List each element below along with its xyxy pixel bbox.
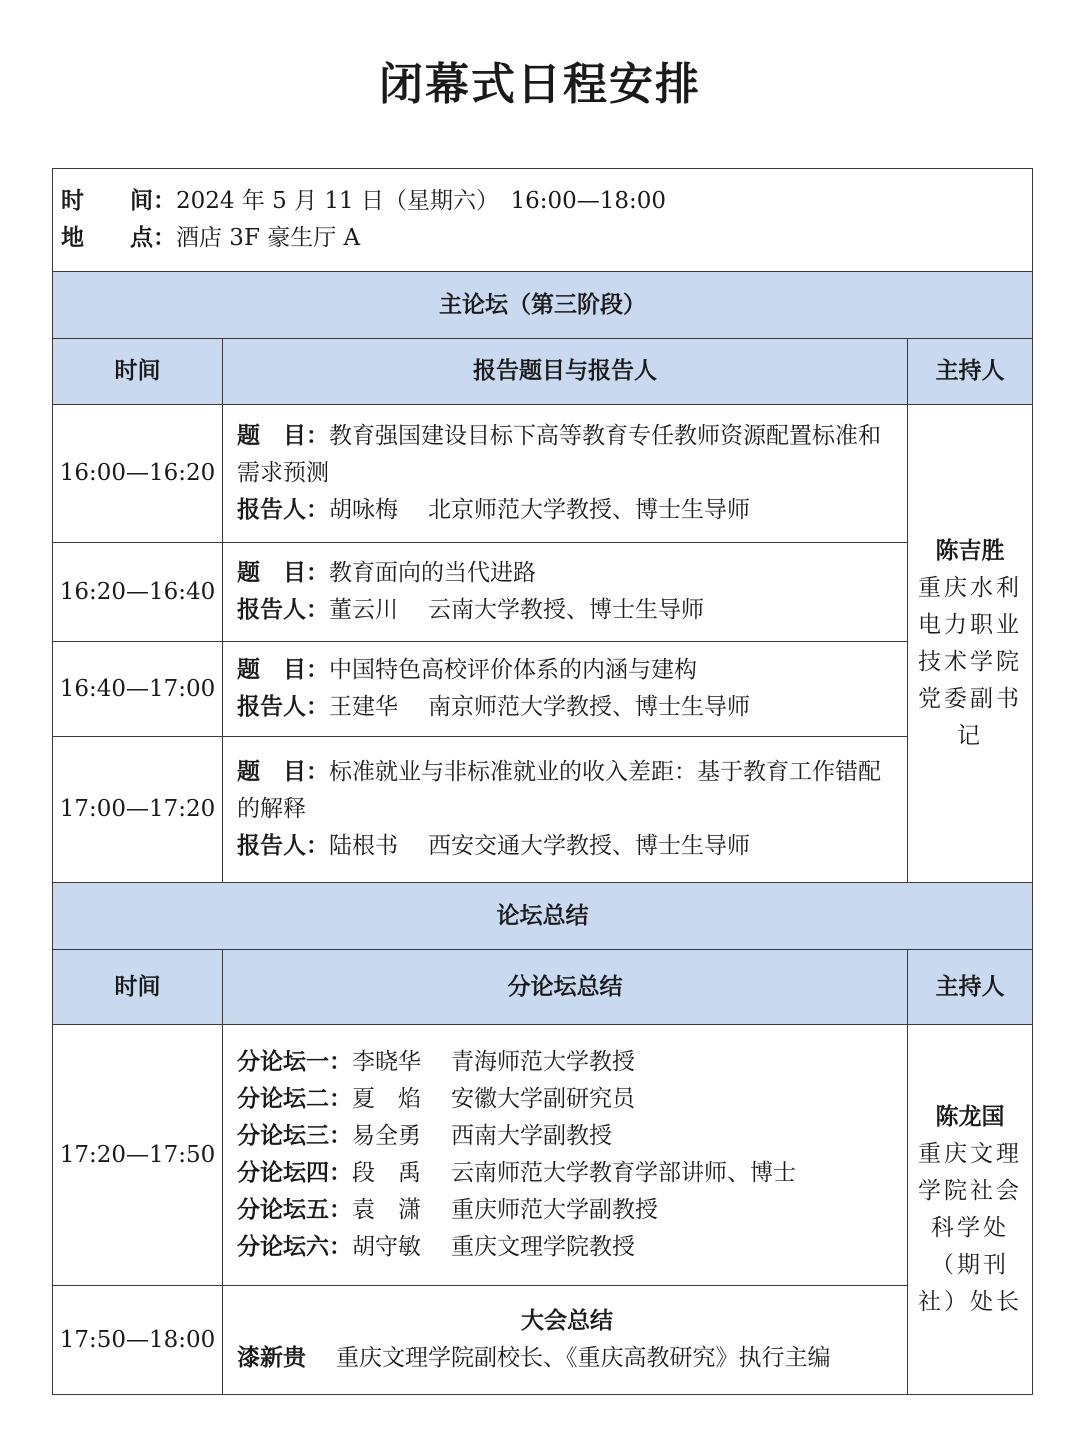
- topic-text: 教育强国建设目标下高等教育专任教师资源配置标准和需求预测: [237, 423, 881, 486]
- list-item: [237, 1155, 897, 1192]
- host-name: 陈吉胜: [935, 537, 1005, 564]
- section1-host: [908, 405, 1033, 883]
- speaker-label: 报告人：: [237, 833, 329, 859]
- section2-band: 论坛总结: [53, 883, 1033, 950]
- table-row: [53, 543, 1033, 642]
- subforum-label: 分论坛一：: [237, 1049, 352, 1075]
- topic-label: 题 目：: [237, 560, 329, 586]
- section2-header-content: 分论坛总结: [223, 950, 908, 1025]
- subforum-content: [223, 1025, 908, 1286]
- topic-label: 题 目：: [237, 759, 329, 785]
- subforum-name: 袁 潇: [352, 1197, 421, 1223]
- subforum-label: 分论坛四：: [237, 1160, 352, 1186]
- summary-title: 大会总结: [521, 1308, 613, 1334]
- row-content: [223, 642, 908, 737]
- summary-time: 17:50—18:00: [53, 1286, 223, 1395]
- info-cell: [53, 169, 1033, 272]
- host-affiliation: 重庆文理学院社会科学处（期刊社）处长: [918, 1140, 1023, 1315]
- topic-label: 题 目：: [237, 423, 329, 449]
- list-item: [237, 1081, 897, 1118]
- list-item: [237, 1229, 897, 1266]
- info-time-line: [61, 183, 1024, 220]
- table-row: [53, 642, 1033, 737]
- speaker-name: 王建华: [329, 694, 398, 720]
- section1-header-time: 时间: [53, 339, 223, 405]
- info-time-value: 2024 年 5 月 11 日（星期六） 16:00—18:00: [176, 188, 667, 214]
- page-title: 闭幕式日程安排: [379, 59, 701, 110]
- info-row: [53, 169, 1033, 272]
- topic-label: 题 目：: [237, 657, 329, 683]
- subforum-label: 分论坛六：: [237, 1234, 352, 1260]
- section1-header-row: [53, 339, 1033, 405]
- subforum-label: 分论坛三：: [237, 1123, 352, 1149]
- subforum-affiliation: 云南师范大学教育学部讲师、博士: [451, 1160, 796, 1186]
- subforum-name: 胡守敏: [352, 1234, 421, 1260]
- list-item: [237, 1192, 897, 1229]
- row-content: [223, 405, 908, 543]
- speaker-label: 报告人：: [237, 597, 329, 623]
- list-item: [237, 1044, 897, 1081]
- summary-affiliation: 重庆文理学院副校长、《重庆高教研究》执行主编: [336, 1345, 831, 1371]
- row-time: 16:20—16:40: [53, 543, 223, 642]
- list-item: [237, 1118, 897, 1155]
- section1-band: 主论坛（第三阶段）: [53, 272, 1033, 339]
- row-time: 17:00—17:20: [53, 737, 223, 883]
- speaker-name: 董云川: [329, 597, 398, 623]
- subforum-affiliation: 青海师范大学教授: [451, 1049, 635, 1075]
- section1-band-row: [53, 272, 1033, 339]
- subforum-affiliation: 重庆师范大学副教授: [451, 1197, 658, 1223]
- subforum-affiliation: 安徽大学副研究员: [451, 1086, 635, 1112]
- topic-text: 教育面向的当代进路: [329, 560, 536, 586]
- table-row: [53, 737, 1033, 883]
- host-affiliation: 重庆水利电力职业技术学院党委副书记: [918, 574, 1023, 749]
- speaker-affiliation: 南京师范大学教授、博士生导师: [428, 694, 750, 720]
- subforum-label: 分论坛二：: [237, 1086, 352, 1112]
- topic-text: 标准就业与非标准就业的收入差距：基于教育工作错配的解释: [237, 759, 881, 822]
- section1-header-content: 报告题目与报告人: [223, 339, 908, 405]
- speaker-label: 报告人：: [237, 694, 329, 720]
- schedule-table: [52, 168, 1033, 1395]
- subforum-name: 李晓华: [352, 1049, 421, 1075]
- section2-header-host: 主持人: [908, 950, 1033, 1025]
- speaker-affiliation: 西安交通大学教授、博士生导师: [428, 833, 750, 859]
- subforum-row: [53, 1025, 1033, 1286]
- section1-header-host: 主持人: [908, 339, 1033, 405]
- speaker-name: 胡咏梅: [329, 497, 398, 523]
- host-name: 陈龙国: [935, 1103, 1005, 1130]
- row-content: [223, 737, 908, 883]
- topic-text: 中国特色高校评价体系的内涵与建构: [329, 657, 697, 683]
- speaker-label: 报告人：: [237, 497, 329, 523]
- speaker-affiliation: 云南大学教授、博士生导师: [428, 597, 704, 623]
- section2-band-row: [53, 883, 1033, 950]
- subforum-name: 夏 焰: [352, 1086, 421, 1112]
- summary-row: [53, 1286, 1033, 1395]
- table-row: [53, 405, 1033, 543]
- row-content: [223, 543, 908, 642]
- summary-speaker: 漆新贵: [237, 1345, 306, 1371]
- row-time: 16:40—17:00: [53, 642, 223, 737]
- subforum-time: 17:20—17:50: [53, 1025, 223, 1286]
- info-place-value: 酒店 3F 豪生厅 A: [176, 225, 361, 251]
- subforum-name: 段 禹: [352, 1160, 421, 1186]
- section2-host: [908, 1025, 1033, 1395]
- subforum-affiliation: 西南大学副教授: [451, 1123, 612, 1149]
- info-time-label: 时 间：: [61, 188, 176, 214]
- speaker-affiliation: 北京师范大学教授、博士生导师: [428, 497, 750, 523]
- section2-header-time: 时间: [53, 950, 223, 1025]
- info-place-line: [61, 220, 1024, 257]
- speaker-name: 陆根书: [329, 833, 398, 859]
- section2-header-row: [53, 950, 1033, 1025]
- subforum-label: 分论坛五：: [237, 1197, 352, 1223]
- subforum-affiliation: 重庆文理学院教授: [451, 1234, 635, 1260]
- row-time: 16:00—16:20: [53, 405, 223, 543]
- summary-content: [223, 1286, 908, 1395]
- info-place-label: 地 点：: [61, 225, 176, 251]
- subforum-name: 易全勇: [352, 1123, 421, 1149]
